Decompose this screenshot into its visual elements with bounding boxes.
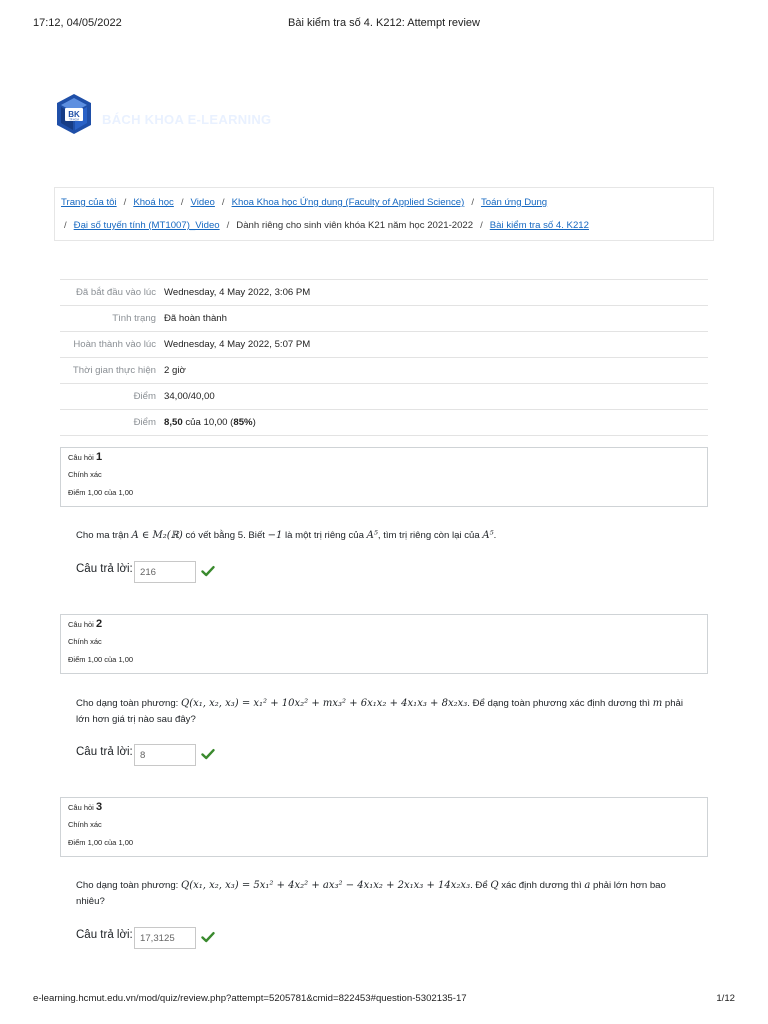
- svg-text:BK: BK: [68, 110, 80, 119]
- question-number-value: 3: [95, 801, 103, 813]
- question-state: Chính xác: [68, 820, 102, 829]
- summary-value: Wednesday, 4 May 2022, 5:07 PM: [164, 332, 708, 358]
- breadcrumb-link-my-page[interactable]: Trang của tôi: [61, 197, 117, 208]
- question-text-part: phải lớn hơn giá trị nào sau đây?: [76, 698, 683, 725]
- grade-close-paren: ): [252, 417, 256, 428]
- question-grade: Điểm 1,00 của 1,00: [68, 488, 134, 497]
- breadcrumb-separator: /: [221, 197, 225, 208]
- question-text-part: . Để: [470, 880, 491, 891]
- summary-label: Điểm: [60, 410, 164, 436]
- summary-value: 2 giờ: [164, 358, 708, 384]
- question-number: [68, 618, 102, 630]
- print-page-number: 1/12: [716, 993, 735, 1004]
- print-url: e-learning.hcmut.edu.vn/mod/quiz/review.php?attempt=5205781&cmid=822453#question-5302135-17: [33, 993, 467, 1004]
- svg-text:TP.HCM: TP.HCM: [69, 118, 79, 122]
- question-text-part: Cho dạng toàn phương:: [76, 880, 181, 891]
- breadcrumb: [54, 187, 714, 241]
- grade-score: 8,50: [164, 417, 183, 428]
- breadcrumb-link-video[interactable]: Video: [190, 197, 215, 208]
- question-label: Câu hỏi: [68, 620, 94, 629]
- question-text-part: , tìm trị riêng còn lại của: [377, 530, 483, 541]
- correct-check-icon: [201, 564, 215, 578]
- summary-value: Đã hoàn thành: [164, 306, 708, 332]
- answer-label: Câu trả lời:: [76, 746, 133, 758]
- math-expression: A⁵: [366, 530, 378, 541]
- question-number: [68, 451, 102, 463]
- question-text-part: có vết bằng 5. Biết: [182, 530, 268, 541]
- question-grade: Điểm 1,00 của 1,00: [68, 838, 134, 847]
- question-state: Chính xác: [68, 637, 102, 646]
- answer-label: Câu trả lời:: [76, 563, 133, 575]
- print-document-title: Bài kiểm tra số 4. K212: Attempt review: [288, 17, 480, 29]
- question-info-1: [60, 447, 708, 507]
- math-expression: Q(x₁, x₂, x₃) = x₁² + 10x₂² + mx₃² + 6x₁x₂ + 4x₁x₃ + 8x₂x₃: [181, 698, 468, 709]
- grade-out-of: của 10,00 (: [182, 417, 234, 428]
- question-grade: Điểm 1,00 của 1,00: [68, 655, 134, 664]
- summary-value: Wednesday, 4 May 2022, 3:06 PM: [164, 280, 708, 306]
- breadcrumb-separator: /: [123, 197, 127, 208]
- math-expression: −1: [267, 530, 283, 541]
- math-expression: Q(x₁, x₂, x₃) = 5x₁² + 4x₂² + ax₃² − 4x₁x₂ + 2x₁x₃ + 14x₂x₃: [181, 880, 471, 891]
- question-label: Câu hỏi: [68, 453, 94, 462]
- breadcrumb-link-courses[interactable]: Khoá học: [133, 197, 174, 208]
- question-text-part: phải lớn hơn bao nhiêu?: [76, 880, 666, 907]
- summary-row-marks: [60, 384, 708, 410]
- answer-field[interactable]: 216: [134, 561, 196, 583]
- brand-name: BÁCH KHOA E-LEARNING: [102, 112, 272, 127]
- question-text-part: là một trị riêng của: [282, 530, 367, 541]
- summary-label: Điểm: [60, 384, 164, 410]
- question-text-3: [76, 878, 696, 910]
- answer-field[interactable]: 8: [134, 744, 196, 766]
- question-text-part: Cho ma trận: [76, 530, 132, 541]
- math-expression: A⁵: [482, 530, 494, 541]
- summary-value: [164, 410, 708, 436]
- question-info-3: [60, 797, 708, 857]
- answer-label: Câu trả lời:: [76, 929, 133, 941]
- summary-row-started: [60, 280, 708, 306]
- breadcrumb-row-2: [64, 220, 589, 231]
- summary-label: Thời gian thực hiện: [60, 358, 164, 384]
- breadcrumb-separator: /: [471, 197, 474, 208]
- answer-field[interactable]: 17,3125: [134, 927, 196, 949]
- question-number-value: 2: [95, 618, 103, 630]
- print-timestamp: 17:12, 04/05/2022: [33, 17, 122, 29]
- question-text-part: xác định dương thì: [498, 880, 585, 891]
- summary-row-completed: [60, 332, 708, 358]
- math-expression: a: [584, 880, 591, 891]
- summary-label: Hoàn thành vào lúc: [60, 332, 164, 358]
- summary-label: Đã bắt đầu vào lúc: [60, 280, 164, 306]
- question-text-2: [76, 696, 696, 728]
- question-info-2: [60, 614, 708, 674]
- bk-logo-icon: [56, 94, 92, 134]
- breadcrumb-link-faculty[interactable]: Khoa Khoa học Ứng dụng (Faculty of Applied Science): [231, 197, 465, 208]
- summary-value: 34,00/40,00: [164, 384, 708, 410]
- breadcrumb-link-course[interactable]: Đại số tuyến tính (MT1007)_Video: [73, 220, 220, 231]
- summary-row-time-taken: [60, 358, 708, 384]
- correct-check-icon: [201, 747, 215, 761]
- breadcrumb-separator: /: [64, 220, 67, 231]
- question-number-value: 1: [95, 451, 103, 463]
- breadcrumb-separator: /: [480, 220, 483, 231]
- summary-row-grade: [60, 410, 708, 436]
- question-text-part: .: [493, 530, 497, 541]
- breadcrumb-link-applied-math[interactable]: Toán ứng Dụng: [480, 197, 548, 208]
- math-expression: m: [652, 698, 663, 709]
- math-expression: Q: [490, 880, 499, 891]
- breadcrumb-separator: /: [226, 220, 230, 231]
- breadcrumb-separator: /: [180, 197, 184, 208]
- breadcrumb-link-quiz[interactable]: Bài kiểm tra số 4. K212: [489, 220, 589, 231]
- breadcrumb-section: Dành riêng cho sinh viên khóa K21 năm học 2021-2022: [236, 220, 474, 231]
- breadcrumb-row-1: [61, 197, 547, 208]
- grade-percent: 85%: [233, 417, 253, 428]
- question-text-part: Cho dạng toàn phương:: [76, 698, 181, 709]
- summary-label: Tình trạng: [60, 306, 164, 332]
- question-label: Câu hỏi: [68, 803, 94, 812]
- question-state: Chính xác: [68, 470, 102, 479]
- correct-check-icon: [201, 930, 215, 944]
- math-expression: A ∈ M₂(ℝ): [131, 530, 183, 541]
- attempt-summary-table: [60, 279, 708, 436]
- question-number: [68, 801, 102, 813]
- summary-row-state: [60, 306, 708, 332]
- question-text-1: [76, 528, 696, 544]
- question-text-part: . Để dạng toàn phương xác định dương thì: [467, 698, 653, 709]
